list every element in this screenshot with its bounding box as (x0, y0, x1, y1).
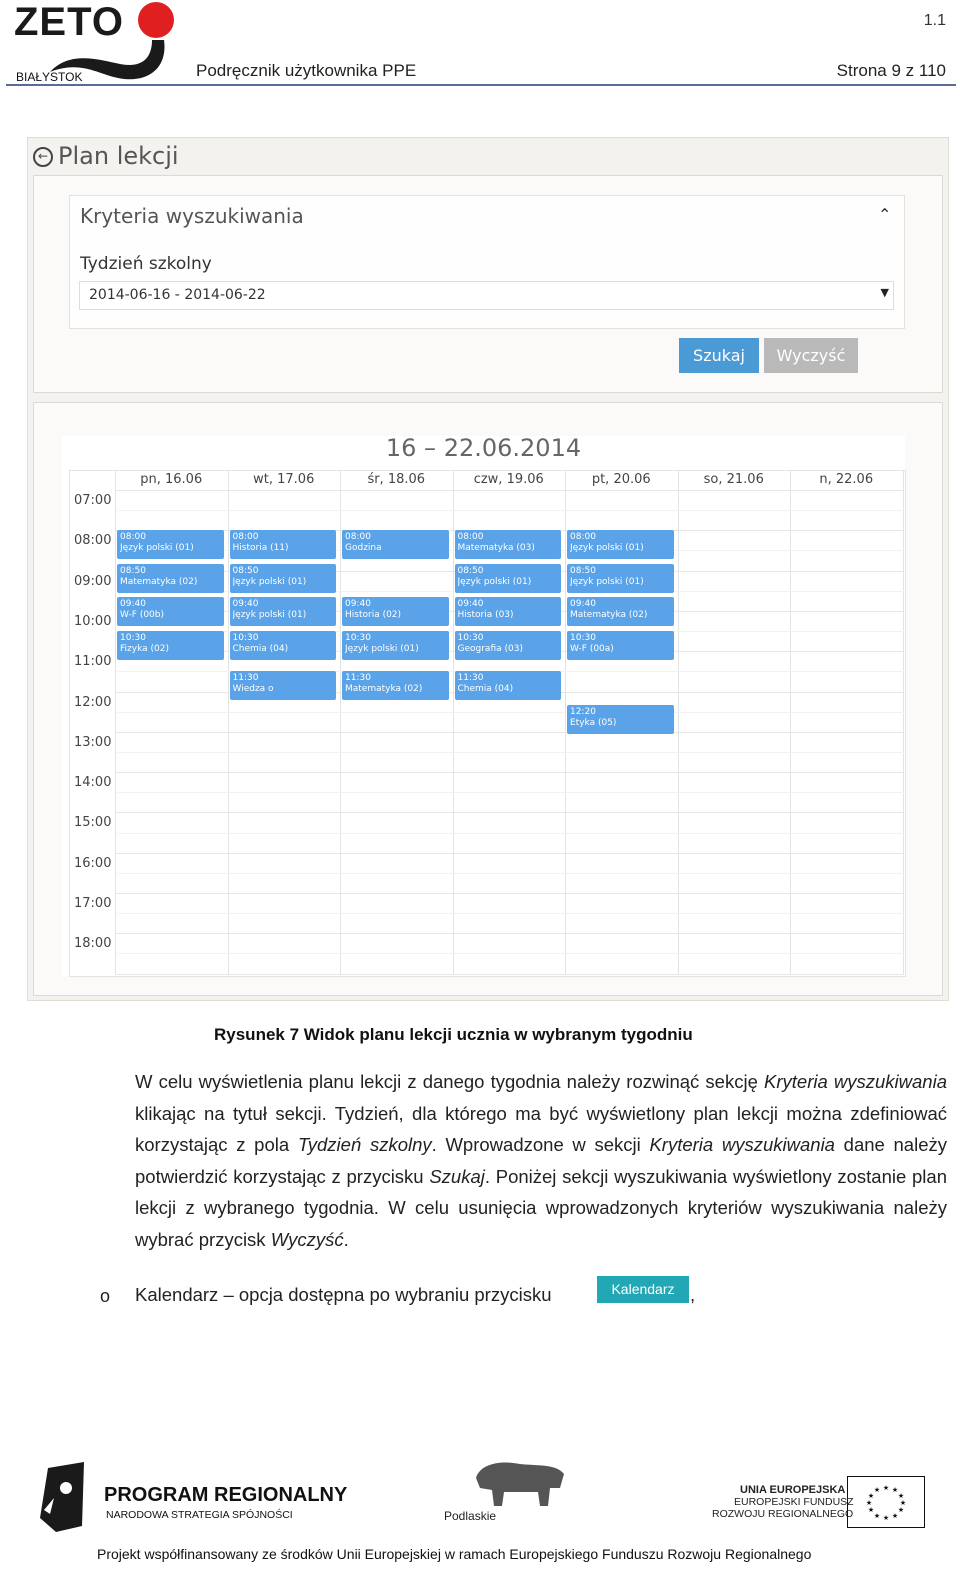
day-header: n, 22.06 (819, 472, 874, 487)
time-label: 10:00 (74, 613, 112, 629)
podlaskie-bison-logo-icon (470, 1458, 566, 1508)
lesson-title: Język polski (01) (457, 576, 532, 587)
lesson-event[interactable] (567, 564, 674, 593)
lesson-time: 09:40 (457, 599, 484, 610)
day-header: pt, 20.06 (591, 472, 651, 487)
lesson-title: Historia (11) (232, 543, 289, 554)
lesson-time: 08:00 (457, 532, 484, 543)
collapse-chevron-icon[interactable]: ⌃ (878, 205, 892, 224)
svg-text:★: ★ (897, 1506, 905, 1514)
grid-vline (340, 470, 341, 975)
lesson-time: 10:30 (457, 633, 484, 644)
lesson-title: Godzina (345, 543, 382, 554)
lesson-event[interactable] (230, 671, 337, 700)
body-paragraph (135, 1066, 947, 1255)
day-header: so, 21.06 (703, 472, 764, 487)
lesson-time: 10:30 (345, 633, 371, 644)
grid-halfline (115, 833, 904, 834)
svg-text:★: ★ (891, 1512, 899, 1520)
time-label: 18:00 (74, 936, 112, 952)
dropdown-arrow-icon: ▼ (880, 286, 889, 299)
grid-vline (790, 470, 791, 975)
lesson-time: 11:30 (345, 673, 371, 684)
ue-line-3: ROZWOJU REGIONALNEGO (712, 1508, 854, 1520)
lesson-time: 08:50 (232, 565, 259, 576)
lesson-title: Chemia (04) (457, 684, 514, 695)
lesson-event[interactable] (455, 564, 562, 593)
para-text: . (343, 1228, 349, 1250)
para-italic: Szukaj (429, 1165, 485, 1187)
lesson-title: Etyka (05) (570, 717, 617, 728)
lesson-event[interactable] (117, 631, 224, 660)
lesson-title: Język polski (01) (570, 543, 644, 554)
lesson-time: 10:30 (120, 633, 146, 644)
lesson-title: W-F (00b) (120, 610, 165, 621)
lesson-title: Matematyka (02) (345, 684, 423, 695)
lesson-title: Język polski (01) (345, 644, 419, 655)
lesson-event[interactable] (230, 631, 337, 660)
grid-halfline (115, 752, 904, 753)
lesson-time: 08:00 (570, 532, 596, 543)
grid-hline (115, 812, 904, 813)
clear-button[interactable]: Wyczyść (764, 338, 858, 373)
grid-vline (903, 470, 904, 975)
day-header: wt, 17.06 (253, 472, 315, 487)
document-title: Podręcznik użytkownika PPE (196, 61, 417, 80)
lesson-title: Chemia (04) (232, 644, 289, 655)
lesson-title: Matematyka (03) (457, 543, 535, 554)
lesson-event[interactable] (567, 530, 674, 559)
grid-hline (115, 853, 904, 854)
footer-cofinancing-line: Projekt współfinansowany ze środków Unii Europejskiej w ramach Europejskiego Funduszu Rozwoju Regionalnego (97, 1546, 812, 1562)
lesson-time: 12:20 (570, 706, 596, 717)
grid-vline (228, 470, 229, 975)
lesson-title: Wiedza o (232, 684, 274, 695)
time-label: 17:00 (74, 896, 112, 911)
week-select-value: 2014-06-16 - 2014-06-22 (89, 287, 266, 303)
grid-hline (115, 933, 904, 934)
search-button[interactable]: Szukaj (679, 338, 759, 373)
svg-text:★: ★ (867, 1492, 875, 1500)
time-label: 16:00 (74, 855, 112, 871)
grid-hline (115, 974, 904, 975)
ue-line-1: UNIA EUROPEJSKA (740, 1484, 846, 1496)
lesson-event[interactable] (567, 631, 674, 660)
calendar-title: 16 – 22.06.2014 (385, 434, 582, 462)
lesson-title: Historia (03) (457, 610, 514, 621)
bullet-marker: o (100, 1286, 111, 1306)
time-label: 07:00 (74, 493, 112, 508)
header-divider (6, 84, 956, 86)
para-text: . Wprowadzone w sekcji (431, 1134, 650, 1155)
lesson-title: Historia (02) (345, 610, 402, 621)
svg-text:★: ★ (882, 1514, 890, 1522)
eu-flag-icon (847, 1476, 925, 1528)
ue-line-2: EUROPEJSKI FUNDUSZ (734, 1496, 854, 1508)
calendar-button[interactable]: Kalendarz (597, 1276, 689, 1303)
lesson-time: 08:00 (120, 532, 146, 543)
lesson-time: 08:00 (232, 532, 259, 543)
lesson-event[interactable] (567, 705, 674, 734)
para-italic: Kryteria wyszukiwania (649, 1134, 835, 1155)
time-label: 08:00 (74, 533, 112, 549)
lesson-event[interactable] (567, 597, 674, 626)
grid-vline (565, 470, 566, 975)
lesson-title: Język polski (01) (570, 576, 644, 587)
lesson-event[interactable] (117, 564, 224, 593)
day-header: czw, 19.06 (473, 472, 544, 487)
lesson-event[interactable] (455, 597, 562, 626)
figure-caption: Rysunek 7 Widok planu lekcji ucznia w wybranym tygodniu (214, 1025, 693, 1044)
time-label: 09:00 (74, 573, 112, 589)
grid-hline (115, 772, 904, 773)
lesson-title: Język polski (01) (120, 543, 194, 554)
lesson-event[interactable] (455, 671, 562, 700)
svg-text:★: ★ (891, 1486, 899, 1494)
grid-vline (115, 470, 116, 975)
lesson-title: Język polski (01) (232, 610, 307, 621)
grid-halfline (115, 873, 904, 874)
time-label: 14:00 (74, 775, 112, 791)
week-field-label: Tydzień szkolny (80, 254, 212, 274)
zeto-logo-red-dot (138, 2, 174, 38)
lesson-event[interactable] (117, 597, 224, 626)
zeto-logo-subtext: BIAŁYSTOK (16, 70, 83, 84)
program-title: PROGRAM REGIONALNY (104, 1484, 348, 1506)
lesson-event[interactable] (230, 564, 337, 593)
para-text: dane należy potwierdzić korzystając z przycisku (135, 1134, 947, 1187)
page-title: Plan lekcji (58, 142, 179, 170)
grid-vline (453, 470, 454, 975)
lesson-time: 08:50 (120, 565, 146, 576)
para-text: . Poniżej sekcji wyszukiwania wyświetlony zostanie plan lekcji z wybranego tygodnia. W celu usunięcia wprowadzonych kryteriów wyszukiwania należy wybrać przycisk (135, 1165, 947, 1250)
lesson-time: 09:40 (120, 599, 146, 610)
criteria-title[interactable]: Kryteria wyszukiwania (80, 204, 304, 228)
week-select[interactable] (79, 281, 894, 310)
lesson-event[interactable] (117, 530, 224, 559)
grid-halfline (115, 953, 904, 954)
time-label: 12:00 (74, 694, 112, 710)
podlaskie-label: Podlaskie (444, 1509, 497, 1523)
lesson-event[interactable] (342, 631, 449, 660)
lesson-time: 08:50 (457, 565, 484, 576)
grid-halfline (115, 792, 904, 793)
grid-halfline (115, 913, 904, 914)
day-header: śr, 18.06 (367, 472, 426, 487)
para-italic: Wyczyść (270, 1228, 344, 1250)
program-subtitle: NARODOWA STRATEGIA SPÓJNOŚCI (106, 1509, 293, 1521)
zeto-logo-text: ZETO (14, 0, 124, 44)
grid-vline (678, 470, 679, 975)
para-text: klikając na tytuł sekcji. Tydzień, dla którego ma być wyświetlony plan lekcji można zdefiniować korzystając z pola (135, 1102, 947, 1155)
para-italic: Kryteria wyszukiwania (764, 1071, 947, 1092)
lesson-time: 08:50 (570, 565, 596, 576)
svg-text:★: ★ (899, 1499, 907, 1507)
lesson-time: 09:40 (232, 599, 259, 610)
lesson-time: 11:30 (232, 673, 259, 684)
grid-hline (115, 732, 904, 733)
lesson-title: W-F (00a) (570, 644, 614, 655)
grid-halfline (115, 712, 904, 713)
lesson-time: 08:00 (345, 532, 371, 543)
lesson-title: Matematyka (02) (120, 576, 198, 587)
lesson-event[interactable] (455, 530, 562, 559)
bullet-text: Kalendarz – opcja dostępna po wybraniu przycisku (135, 1284, 552, 1305)
lesson-title: Matematyka (02) (570, 610, 648, 621)
program-regionalny-logo-icon (36, 1458, 86, 1538)
section-number: 1.1 (923, 12, 946, 29)
lesson-event[interactable] (342, 530, 449, 559)
svg-text:★: ★ (897, 1492, 905, 1500)
svg-text:★: ★ (865, 1499, 873, 1507)
lesson-time: 09:40 (570, 599, 596, 610)
svg-text:★: ★ (882, 1484, 890, 1492)
lesson-time: 10:30 (232, 633, 259, 644)
lesson-event[interactable] (455, 631, 562, 660)
lesson-title: Fizyka (02) (120, 644, 169, 655)
svg-text:★: ★ (873, 1486, 881, 1494)
grid-hline (115, 893, 904, 894)
para-text: W celu wyświetlenia planu lekcji z danego tygodnia należy rozwinąć sekcję (135, 1071, 765, 1092)
svg-text:★: ★ (873, 1512, 881, 1520)
time-label: 15:00 (74, 815, 112, 831)
lesson-event[interactable] (342, 597, 449, 626)
grid-header-line (115, 490, 904, 491)
lesson-time: 11:30 (457, 673, 484, 684)
lesson-event[interactable] (230, 597, 337, 626)
lesson-event[interactable] (342, 671, 449, 700)
lesson-event[interactable] (230, 530, 337, 559)
day-header: pn, 16.06 (140, 472, 203, 487)
para-italic: Tydzień szkolny (297, 1134, 432, 1155)
bullet-trailing: , (690, 1284, 696, 1305)
time-label: 13:00 (74, 734, 112, 750)
page-number: Strona 9 z 110 (836, 61, 946, 80)
back-arrow-icon[interactable]: ← (33, 147, 53, 167)
lesson-time: 10:30 (570, 633, 596, 644)
time-label: 11:00 (74, 654, 112, 670)
lesson-title: Geografia (03) (457, 644, 523, 655)
svg-text:★: ★ (867, 1506, 875, 1514)
grid-halfline (115, 510, 904, 511)
lesson-time: 09:40 (345, 599, 371, 610)
lesson-title: Język polski (01) (232, 576, 307, 587)
